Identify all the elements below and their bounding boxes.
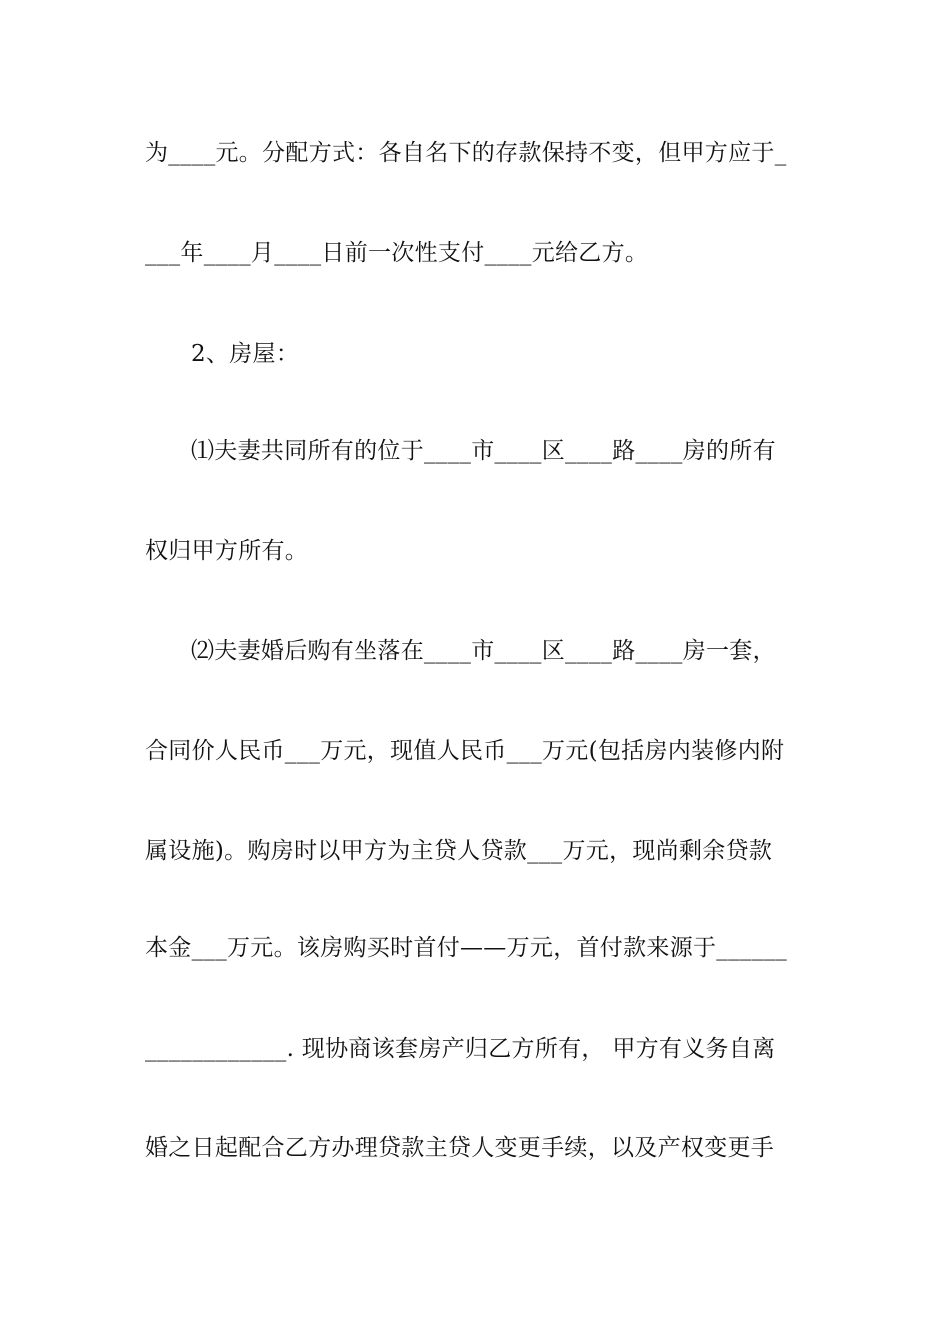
text-line-6: ⑵夫妻婚后购有坐落在____市____区____路____房一套， [191,638,776,664]
text-line-9: 本金___万元。该房购买时首付——万元，首付款来源于______ [145,935,788,961]
text-line-2: ___年____月____日前一次性支付____元给乙方。 [145,240,649,266]
text-line-8: 属设施)。购房时以甲方为主贷人贷款___万元，现尚剩余贷款 [145,838,773,864]
text-line-7: 合同价人民币___万元，现值人民币___万元(包括房内装修内附 [145,738,785,764]
text-line-10: ____________. 现协商该套房产归乙方所有， 甲方有义务自离 [145,1036,776,1062]
text-line-1: 为____元。分配方式：各自名下的存款保持不变，但甲方应于_ [145,140,787,166]
text-line-5: 权归甲方所有。 [145,538,309,564]
text-line-4: ⑴夫妻共同所有的位于____市____区____路____房的所有 [191,438,776,464]
section-heading-housing: 2、房屋： [191,341,300,367]
text-line-11: 婚之日起配合乙方办理贷款主贷人变更手续，以及产权变更手 [145,1135,775,1161]
